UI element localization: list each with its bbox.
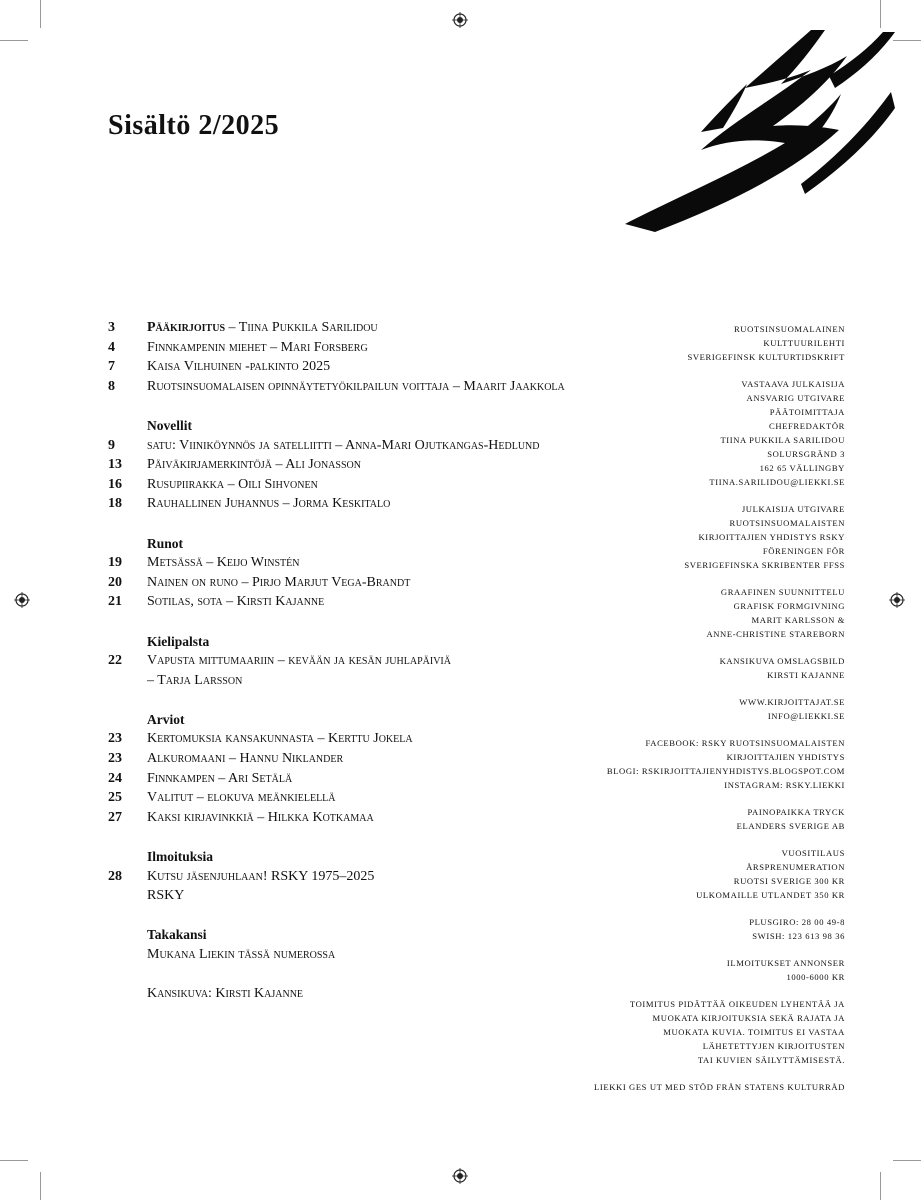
- colophon-line: KULTTUURILEHTI: [763, 338, 845, 348]
- registration-mark-icon: [452, 1168, 468, 1184]
- colophon-line: 1000-6000 KR: [786, 972, 845, 982]
- entry-title: Ruotsinsuomalaisen opinnäytetyökilpailun voittaja – Maarit Jaakkola: [147, 378, 565, 394]
- page-number: 22: [108, 653, 122, 669]
- page-number: 3: [108, 320, 115, 335]
- colophon-line: GRAFISK FORMGIVNING: [733, 601, 845, 611]
- entry-title: Päiväkirjamerkintöjä – Ali Jonasson: [147, 457, 361, 473]
- colophon-line: SOLURSGRÄND 3: [767, 449, 845, 459]
- page-number: 13: [108, 457, 122, 473]
- registration-mark-icon: [452, 12, 468, 28]
- colophon-line: KIRJOITTAJIEN YHDISTYS RSKY: [698, 532, 845, 542]
- colophon-block: [545, 654, 845, 682]
- colophon-line: CHEFREDAKTÖR: [769, 421, 845, 431]
- colophon-block: [545, 846, 845, 902]
- colophon-block: [545, 956, 845, 984]
- page-number: 27: [108, 809, 122, 825]
- page-number: 21: [108, 594, 122, 610]
- colophon-line: FACEBOOK: RSKY RUOTSINSUOMALAISTEN: [645, 738, 845, 748]
- section-heading: Takakansi: [147, 927, 207, 943]
- colophon-line: LÄHETETTYJEN KIRJOITUSTEN: [702, 1041, 845, 1051]
- entry-title: Finnkampen – Ari Setälä: [147, 770, 293, 786]
- colophon: [545, 322, 845, 1107]
- crop-mark: [880, 0, 881, 28]
- colophon-line: ANSVARIG UTGIVARE: [746, 393, 845, 403]
- colophon-block: [545, 997, 845, 1067]
- colophon-line: TIINA PUKKILA SARILIDOU: [720, 435, 845, 445]
- section-heading: Novellit: [147, 417, 192, 433]
- section-heading: Kielipalsta: [147, 633, 210, 649]
- entry-title: Finnkampenin miehet – Mari Forsberg: [147, 339, 368, 355]
- colophon-block: [545, 736, 845, 792]
- entry-title: RSKY: [147, 888, 185, 904]
- colophon-line: MUOKATA KUVIA. TOIMITUS EI VASTAA: [663, 1027, 845, 1037]
- page-number: 4: [108, 339, 115, 355]
- entry-title: satu: Viiniköynnös ja satelliitti – Anna-Mari Ojutkangas-Hedlund: [147, 437, 540, 453]
- colophon-block: [545, 322, 845, 364]
- entry-title: Kertomuksia kansakunnasta – Kerttu Jokela: [147, 731, 413, 747]
- crop-mark: [880, 1172, 881, 1200]
- colophon-line: KIRSTI KAJANNE: [767, 670, 845, 680]
- colophon-line: RUOTSINSUOMALAISTEN: [729, 518, 845, 528]
- registration-mark-icon: [14, 592, 30, 608]
- crop-mark: [893, 1160, 921, 1161]
- colophon-line: ILMOITUKSET ANNONSER: [726, 958, 845, 968]
- colophon-block: [545, 805, 845, 833]
- colophon-block: [545, 377, 845, 489]
- page-number: 28: [108, 868, 122, 884]
- entry-title: Valitut – elokuva meänkielellä: [147, 790, 336, 806]
- colophon-line: FÖRENINGEN FÖR: [762, 546, 845, 556]
- section-heading: Runot: [147, 535, 184, 551]
- colophon-line: TIINA.SARILIDOU@LIEKKI.SE: [709, 477, 845, 487]
- colophon-line: LIEKKI GES UT MED STÖD FRÅN STATENS KULTURRÅD: [594, 1082, 845, 1092]
- colophon-line: MUOKATA KIRJOITUKSIA SEKÄ RAJATA JA: [652, 1013, 845, 1023]
- page-number: 23: [108, 751, 122, 767]
- colophon-line: RUOTSINSUOMALAINEN: [733, 324, 845, 334]
- entry-title: Kaisa Vilhuinen -palkinto 2025: [147, 359, 331, 375]
- entry-title: Vapusta mittumaariin – kevään ja kesän juhlapäiviä: [147, 653, 451, 669]
- colophon-block: [545, 695, 845, 723]
- colophon-line: PAINOPAIKKA TRYCK: [747, 807, 845, 817]
- crop-mark: [0, 1160, 28, 1161]
- entry-title: Metsässä – Keijo Winstén: [147, 555, 300, 571]
- colophon-line: PLUSGIRO: 28 00 49-8: [749, 917, 845, 927]
- page-number: 24: [108, 770, 122, 786]
- crop-mark: [893, 40, 921, 41]
- colophon-line: ULKOMAILLE UTLANDET 350 KR: [696, 890, 845, 900]
- entry-title: Nainen on runo – Pirjo Marjut Vega-Brandt: [147, 574, 411, 590]
- page-number: 23: [108, 731, 122, 747]
- entry-title: Kansikuva: Kirsti Kajanne: [147, 986, 304, 1002]
- entry-title: Mukana Liekin tässä numerossa: [147, 947, 336, 962]
- colophon-block: [545, 915, 845, 943]
- page-number: 25: [108, 790, 122, 806]
- colophon-line: 162 65 VÄLLINGBY: [759, 463, 845, 473]
- colophon-line: MARIT KARLSSON &: [751, 615, 845, 625]
- page-title: Sisältö 2/2025: [108, 110, 280, 141]
- colophon-line: RUOTSI SVERIGE 300 KR: [733, 876, 845, 886]
- colophon-line: VASTAAVA JULKAISIJA: [741, 379, 845, 389]
- colophon-line: WWW.KIRJOITTAJAT.SE: [739, 697, 845, 707]
- colophon-line: KIRJOITTAJIEN YHDISTYS: [726, 752, 845, 762]
- colophon-line: INFO@LIEKKI.SE: [767, 711, 845, 721]
- entry-title: Rusupiirakka – Oili Sihvonen: [147, 476, 318, 492]
- page-number: 16: [108, 476, 122, 492]
- liekki-flame-logo-icon: [615, 28, 895, 238]
- page-number: 9: [108, 437, 115, 453]
- page-number: [108, 945, 147, 965]
- page-number: 18: [108, 496, 122, 512]
- colophon-line: PÄÄTOIMITTAJA: [769, 407, 845, 417]
- colophon-line: SVERIGEFINSKA SKRIBENTER FFSS: [684, 560, 845, 570]
- page-number: 8: [108, 378, 115, 394]
- entry-title: Rauhallinen Juhannus – Jorma Keskitalo: [147, 496, 391, 512]
- entry-title: Pääkirjoitus – Tiina Pukkila Sarilidou: [147, 320, 378, 335]
- colophon-line: ELANDERS SVERIGE AB: [736, 821, 845, 831]
- colophon-line: TAI KUVIEN SÄILYTTÄMISESTÄ.: [697, 1055, 845, 1065]
- colophon-line: VUOSITILAUS: [781, 848, 845, 858]
- section-heading: Arviot: [147, 711, 185, 727]
- registration-mark-icon: [889, 592, 905, 608]
- entry-title: Kutsu jäsenjuhlaan! RSKY 1975–2025: [147, 868, 375, 884]
- colophon-line: BLOGI: RSKIRJOITTAJIENYHDISTYS.BLOGSPOT.COM: [606, 766, 845, 776]
- colophon-line: ÅRSPRENUMERATION: [746, 862, 845, 872]
- colophon-line: INSTAGRAM: RSKY.LIEKKI: [724, 780, 845, 790]
- colophon-line: SWISH: 123 613 98 36: [752, 931, 845, 941]
- colophon-block: [545, 1080, 845, 1094]
- page-number: 20: [108, 574, 122, 590]
- crop-mark: [0, 40, 28, 41]
- page-number: [108, 886, 147, 906]
- crop-mark: [40, 1172, 41, 1200]
- entry-title: Sotilas, sota – Kirsti Kajanne: [147, 594, 325, 610]
- page-number: 7: [108, 359, 115, 375]
- page-number: [108, 671, 147, 691]
- entry-title: – Tarja Larsson: [147, 672, 243, 688]
- page-number: 19: [108, 555, 122, 571]
- entry-title: Kaksi kirjavinkkiä – Hilkka Kotkamaa: [147, 809, 374, 825]
- colophon-line: GRAAFINEN SUUNNITTELU: [720, 587, 845, 597]
- colophon-line: TOIMITUS PIDÄTTÄÄ OIKEUDEN LYHENTÄÄ JA: [629, 999, 845, 1009]
- page-number: [108, 984, 147, 1004]
- colophon-line: JULKAISIJA UTGIVARE: [741, 504, 845, 514]
- colophon-line: SVERIGEFINSK KULTURTIDSKRIFT: [687, 352, 845, 362]
- colophon-block: [545, 585, 845, 641]
- section-heading: Ilmoituksia: [147, 849, 214, 865]
- entry-title: Alkuromaani – Hannu Niklander: [147, 751, 344, 767]
- colophon-line: KANSIKUVA OMSLAGSBILD: [719, 656, 845, 666]
- colophon-block: [545, 502, 845, 572]
- colophon-line: ANNE-CHRISTINE STAREBORN: [706, 629, 845, 639]
- crop-mark: [40, 0, 41, 28]
